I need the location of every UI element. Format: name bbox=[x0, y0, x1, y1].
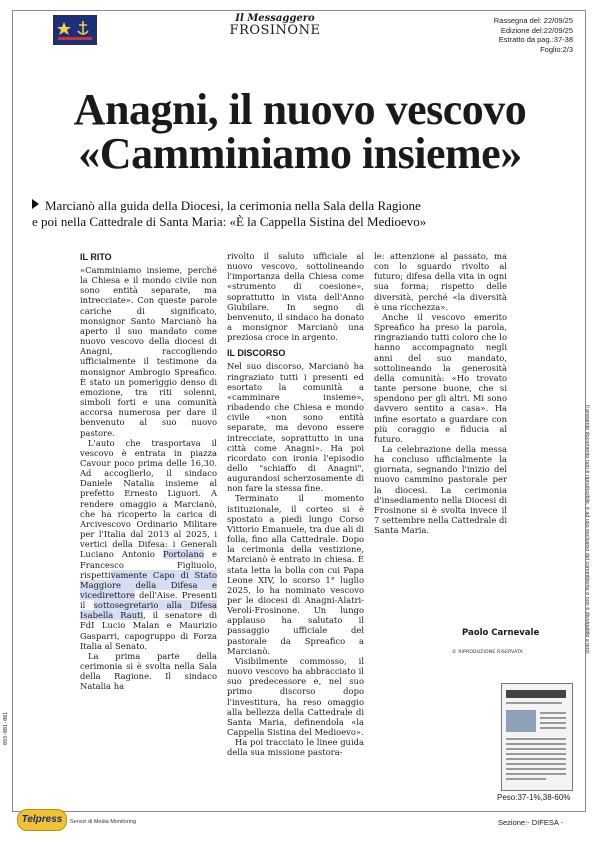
bullet-triangle-icon bbox=[32, 199, 39, 209]
section-heading-discorso: IL DISCORSO bbox=[227, 348, 286, 359]
masthead-edition: FROSINONE bbox=[229, 23, 321, 38]
copyright-notice: © RIPRODUZIONE RISERVATA bbox=[452, 650, 523, 655]
paragraph: «Camminiamo insieme, perché la Chiesa e il mondo civile non sono entità separate, ma intrecciate». Con queste parole cariche di significato, monsignor Santo Marcianò ha aperto il suo mandato come nuovo vescovo della diocesi di Anagni, raccogliendo ufficialmente il testimone da monsignor Ambrogio Spreafico. È stato un pomeriggio denso di emozione, tra riti solenni, simboli forti e una comunità accorsa numerosa per dare il benvenuto al suo nuovo pastore. bbox=[80, 265, 217, 438]
text-span: L'auto che trasportava il vescovo è entrata in piazza Cavour poco prima delle 16,30. Ad accoglierlo, il sindaco Daniele Natalia insieme al prefetto Ernesto Liguori. A rendere omaggio a Marcianò, che ha ricoperto la carica di Arcivescovo Ordinario Militare per l'Italia dal 2013 al 2025, i vertici della Difesa: i Generali Luciano Antonio bbox=[80, 437, 217, 560]
thumbnail-line bbox=[506, 702, 562, 704]
thumbnail-line bbox=[506, 778, 546, 780]
thumbnail-line bbox=[540, 727, 566, 729]
paragraph bbox=[80, 438, 217, 651]
logo-text: Telpress bbox=[21, 814, 63, 825]
disclaimer-text: Il presente documento non è riproducibile, è ad uso esclusivo del committente e non è divulgabile a terzi. bbox=[584, 405, 590, 655]
sheet-number: Foglio:2/3 bbox=[540, 44, 573, 54]
edition-date: Edizione del:22/09/25 bbox=[500, 25, 573, 35]
page-thumbnail[interactable] bbox=[501, 683, 573, 791]
article-column-2 bbox=[227, 251, 364, 758]
document-code: 093-001-001 bbox=[3, 711, 9, 745]
paragraph: Ha poi tracciato le linee guida della sua missione pastora- bbox=[227, 737, 364, 758]
text-span: dell'Aise. Presenti il bbox=[80, 590, 217, 611]
press-review-meta bbox=[494, 16, 573, 54]
thumbnail-headline bbox=[506, 690, 566, 698]
article-column-3 bbox=[374, 251, 507, 535]
thumbnail-line bbox=[506, 753, 566, 755]
paragraph: Terminato il momento istituzionale, il corteo si è spostato a piedi lungo Corso Vittorio Emanuele, tra due ali di folla, fino alla Cattedrale. Dopo la cerimonia della vestizione, Marcianò è entrato in chiesa. È stata letta la bolla con cui Papa Leone XIV, lo scorso 1° luglio 2025, lo ha nominato vescovo per le diocesi di Anagni-Alatri-Veroli-Frosinone. Un lungo applauso ha salutato il passaggio ufficiale del pastorale da Spreafico a Marcianò. bbox=[227, 493, 364, 656]
highlighted-text: Portolano bbox=[163, 549, 204, 560]
thumbnail-line bbox=[540, 717, 566, 719]
article-headline bbox=[20, 85, 580, 178]
paragraph: Anche il vescovo emerito Spreafico ha preso la parola, ringraziando tutti coloro che lo hanno accompagnato negli anni del suo mandato, sottolineando la generosità della comunità: «Ho trovato tante persone buone, che si spendono per gli altri. Mi sono davvero sentito a casa». Ha infine esortato a guardare con più coraggio e fiducia al futuro. bbox=[374, 311, 507, 444]
newspaper-masthead bbox=[220, 14, 330, 38]
author-byline: Paolo Carnevale bbox=[462, 628, 540, 638]
paragraph: La prima parte della cerimonia si è svolta nella Sala della Ragione. Il sindaco Natalia ha bbox=[80, 650, 217, 692]
excerpt-pages: Estratto da pag.:37-38 bbox=[498, 35, 573, 44]
thumbnail-line bbox=[506, 768, 566, 770]
paragraph: le: attenzione al passato, ma con lo sguardo rivolto al futuro; difesa della vita in ogni sua forma; rispetto delle diversità, perché «la diversità è una ricchezza». bbox=[374, 251, 507, 312]
paragraph: rivolto il saluto ufficiale al nuovo vescovo, sottolineando l'importanza della Chiesa come «strumento di coesione», soprattutto in vista dell'Anno Giubilare. In segno di benvenuto, il sindaco ha donato a monsignor Marcianò una preziosa croce in argento. bbox=[227, 251, 364, 343]
thumbnail-line bbox=[506, 763, 566, 765]
section-label: Sezione:- DIFESA - bbox=[498, 818, 564, 827]
highlighted-text: vamente Capo di Stato Maggiore della Difesa e vicedirettore bbox=[80, 569, 217, 600]
section-heading-rito: IL RITO bbox=[80, 252, 112, 262]
paragraph: Visibilmente commosso, il nuovo vescovo ha abbracciato il suo predecessore e, nel suo primo discorso dopo l'investitura, ha reso omaggio alla bellezza della Cattedrale di Santa Maria, definendola «la Cappella Sistina del Medioevo». bbox=[227, 655, 364, 738]
telpress-logo bbox=[17, 809, 67, 831]
subhead-line-2: e poi nella Cattedrale di Santa Maria: «È la Cappella Sistina del Medioevo» bbox=[32, 214, 427, 229]
thumbnail-line bbox=[506, 748, 566, 750]
thumbnail-line bbox=[506, 758, 566, 760]
service-label: Servizi di Media Monitoring bbox=[70, 819, 137, 825]
thumbnail-line bbox=[540, 722, 566, 724]
article-column-1 bbox=[80, 251, 217, 692]
masthead-title: Il Messaggero bbox=[235, 13, 315, 24]
paragraph: La celebrazione della messa ha concluso ufficialmente la giornata, segnando l'inizio del nuovo cammino pastorale per la diocesi. La cerimonia d'insediamento nella Diocesi di Frosinone si è svolta invece il 7 settembre nella Cattedrale di Santa Maria. bbox=[374, 443, 508, 536]
coat-of-arms-icon bbox=[53, 15, 97, 45]
subhead-line-1: Marcianò alla guida della Diocesi, la cerimonia nella Sala della Ragione bbox=[45, 198, 421, 213]
paragraph: Nel suo discorso, Marcianò ha ringraziato tutti i presenti ed esortato la comunità a «camminare insieme», ribadendo che Chiesa e mondo civile «non sono entità separate, ma devono essere intrecciate, soprattutto in una città come Anagni». Ha poi ricordato con ironia l'episodio dello "schiaffo di Anagni", augurandosi scherzosamente di non fare la stessa fine. bbox=[227, 361, 364, 494]
article-subheading bbox=[32, 198, 572, 230]
thumbnail-line bbox=[506, 738, 566, 740]
thumbnail-line bbox=[506, 773, 566, 775]
weight-indicator: Peso:37-1%,38-60% bbox=[497, 793, 571, 802]
headline-line-1: Anagni, il nuovo vescovo bbox=[73, 85, 527, 134]
text-span: e Francesco Figliuolo, rispetti bbox=[80, 549, 217, 580]
highlighted-text: sottosegretario alla Difesa Isabella Rauti bbox=[80, 600, 217, 621]
headline-line-2: «Camminiamo insieme» bbox=[78, 129, 522, 178]
text-span: , il senatore di FdI Lucio Malan e Maurizio Gasparri, capogruppo di Forza Italia al Senato. bbox=[80, 610, 218, 651]
thumbnail-photo bbox=[506, 710, 536, 732]
rassegna-date: Rassegna del: 22/09/25 bbox=[493, 16, 573, 25]
thumbnail-line bbox=[506, 743, 566, 745]
thumbnail-line bbox=[540, 712, 566, 714]
